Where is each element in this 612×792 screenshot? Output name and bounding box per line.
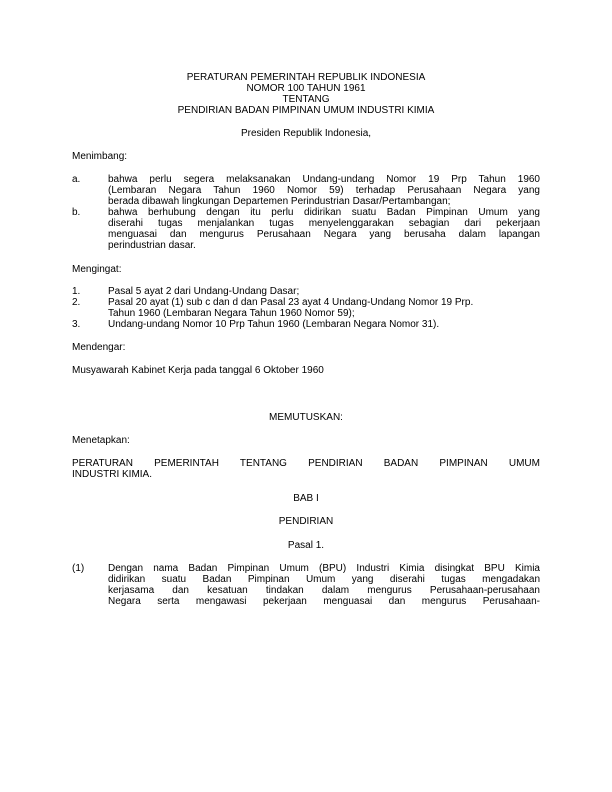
text-line: bahwa berhubung dengan itu perlu didirikan suatu Badan Pimpinan Umum yang [108, 207, 540, 218]
title-line-4: PENDIRIAN BADAN PIMPINAN UMUM INDUSTRI KIMIA [177, 105, 435, 116]
item-text [108, 286, 540, 297]
text-line: Dengan nama Badan Pimpinan Umum (BPU) Industri Kimia disingkat BPU Kimia [108, 563, 540, 574]
text-line: INDUSTRI KIMIA. [72, 469, 153, 480]
menetapkan-label: Menetapkan: [72, 435, 130, 446]
pasal-heading: Pasal 1. [287, 540, 325, 551]
text-line: didirikan suatu Badan Pimpinan Umum yang diserahi tugas mengadakan [108, 574, 540, 585]
menimbang-label: Menimbang: [72, 151, 128, 162]
mendengar-text: Musyawarah Kabinet Kerja pada tanggal 6 Oktober 1960 [72, 365, 324, 376]
text-line: PERATURAN PEMERINTAH TENTANG PENDIRIAN BADAN PIMPINAN UMUM [72, 458, 540, 469]
item-text [108, 207, 540, 251]
memutuskan-heading: MEMUTUSKAN: [269, 412, 343, 423]
text-line: berada dibawah lingkungan Departemen Perindustrian Dasar/Pertambangan; [108, 196, 451, 207]
menetapkan-text [72, 458, 540, 480]
text-line: Negara serta mengawasi pekerjaan menguasai dan mengurus Perusahaan- [108, 596, 540, 607]
text-line: menguasai dan mengurus Perusahaan Negara yang berusaha dalam lapangan [108, 229, 540, 240]
title-line-2: NOMOR 100 TAHUN 1961 [246, 83, 366, 94]
item-text [108, 319, 540, 330]
text-line: bahwa perlu segera melaksanakan Undang-undang Nomor 19 Prp Tahun 1960 [108, 174, 540, 185]
item-text [108, 563, 540, 607]
bab-title: PENDIRIAN [278, 516, 334, 527]
mendengar-label: Mendengar: [72, 342, 126, 353]
item-marker: a. [72, 174, 81, 185]
text-line: Pasal 5 ayat 2 dari Undang-Undang Dasar; [108, 286, 300, 297]
text-line: Undang-undang Nomor 10 Prp Tahun 1960 (Lembaran Negara Nomor 31). [108, 319, 440, 330]
mengingat-label: Mengingat: [72, 264, 122, 275]
text-line: perindustrian dasar. [108, 240, 196, 251]
text-line: Tahun 1960 (Lembaran Negara Tahun 1960 Nomor 59); [108, 308, 355, 319]
item-text [108, 297, 540, 319]
title-line-1: PERATURAN PEMERINTAH REPUBLIK INDONESIA [186, 72, 426, 83]
item-marker: (1) [72, 563, 85, 574]
text-line: kerjasama dan kesatuan tindakan dalam mengurus Perusahaan-perusahaan [108, 585, 540, 596]
president-line: Presiden Republik Indonesia, [240, 128, 372, 139]
item-marker: 3. [72, 319, 81, 330]
item-text [108, 174, 540, 207]
text-line: diserahi tugas menjalankan tugas menyelenggarakan sebagian dari pekerjaan [108, 218, 540, 229]
text-line: Pasal 20 ayat (1) sub c dan d dan Pasal 23 ayat 4 Undang-Undang Nomor 19 Prp. [108, 297, 474, 308]
item-marker: 1. [72, 286, 81, 297]
text-line: (Lembaran Negara Tahun 1960 Nomor 59) terhadap Perusahaan Negara yang [108, 185, 540, 196]
bab-number: BAB I [293, 493, 319, 504]
item-marker: 2. [72, 297, 81, 308]
title-line-3: TENTANG [282, 94, 330, 105]
item-marker: b. [72, 207, 81, 218]
